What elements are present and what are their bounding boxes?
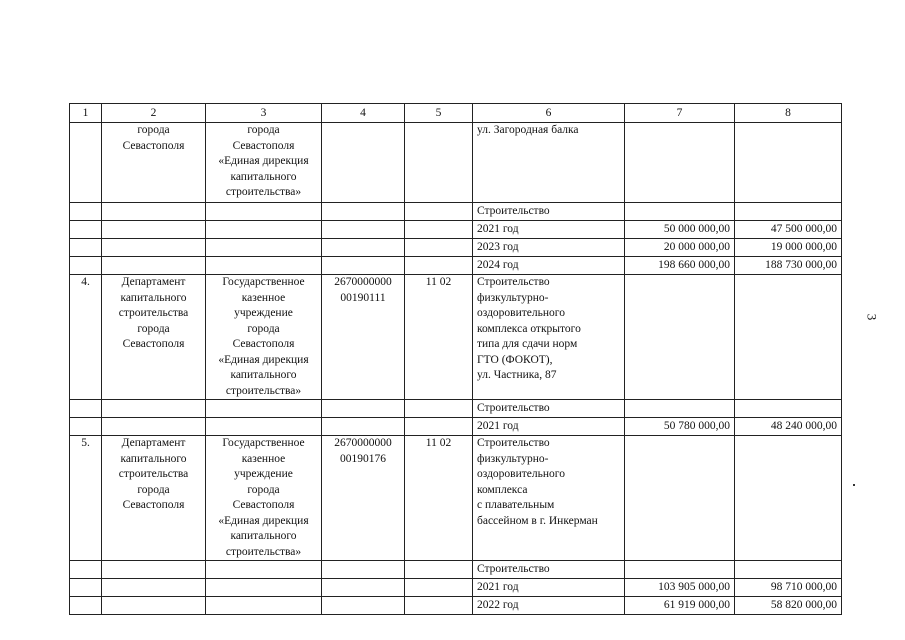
header-col-2: 2 (102, 104, 206, 123)
amount-cell (625, 561, 735, 579)
table-row (70, 275, 842, 400)
amount-cell (735, 400, 842, 418)
amount-cell (735, 123, 842, 203)
amount-cell (625, 203, 735, 221)
amount-cell (735, 203, 842, 221)
year-label: 2023 год (473, 239, 625, 257)
table-row (70, 561, 842, 579)
amount-cell: 20 000 000,00 (625, 239, 735, 257)
table-row (70, 257, 842, 275)
executor-cell: Государственное казенное учреждение города Севастополя «Единая дирекция капитального строительства» (206, 436, 322, 561)
header-col-3: 3 (206, 104, 322, 123)
amount-cell: 19 000 000,00 (735, 239, 842, 257)
customer-cell: города Севастополя (102, 123, 206, 203)
table-row (70, 400, 842, 418)
amount-cell: 98 710 000,00 (735, 579, 842, 597)
page-number: 3 (864, 313, 880, 321)
executor-cell: города Севастополя «Единая дирекция капитального строительства» (206, 123, 322, 203)
header-col-5: 5 (405, 104, 473, 123)
amount-cell: 58 820 000,00 (735, 597, 842, 615)
executor-cell: Государственное казенное учреждение города Севастополя «Единая дирекция капитального строительства» (206, 275, 322, 400)
object-name-cell: Строительство физкультурно- оздоровительного комплекса с плавательным бассейном в г. Инкерман (473, 436, 625, 561)
amount-cell (625, 275, 735, 400)
table-row (70, 579, 842, 597)
section-cell: 11 02 (405, 436, 473, 561)
section-cell: 11 02 (405, 275, 473, 400)
amount-cell (625, 436, 735, 561)
scan-speck (853, 484, 855, 486)
budget-table (69, 103, 842, 615)
header-col-6: 6 (473, 104, 625, 123)
year-label: 2022 год (473, 597, 625, 615)
customer-cell: Департамент капитального строительства города Севастополя (102, 436, 206, 561)
amount-cell (735, 436, 842, 561)
amount-cell: 50 000 000,00 (625, 221, 735, 239)
amount-cell: 103 905 000,00 (625, 579, 735, 597)
stage-label: Строительство (473, 203, 625, 221)
row-number: 4. (70, 275, 102, 400)
table-row (70, 123, 842, 203)
amount-cell: 50 780 000,00 (625, 418, 735, 436)
amount-cell (625, 400, 735, 418)
header-col-7: 7 (625, 104, 735, 123)
amount-cell: 188 730 000,00 (735, 257, 842, 275)
section-cell (405, 123, 473, 203)
header-col-4: 4 (322, 104, 405, 123)
code-cell: 2670000000 00190176 (322, 436, 405, 561)
amount-cell: 48 240 000,00 (735, 418, 842, 436)
table-row (70, 239, 842, 257)
table-row (70, 597, 842, 615)
object-name-cell: Строительство физкультурно- оздоровительного комплекса открытого типа для сдачи норм ГТО (ФОКОТ), ул. Частника, 87 (473, 275, 625, 400)
amount-cell (625, 123, 735, 203)
year-label: 2021 год (473, 579, 625, 597)
amount-cell: 198 660 000,00 (625, 257, 735, 275)
table-row (70, 221, 842, 239)
table-row (70, 203, 842, 221)
code-cell (322, 123, 405, 203)
amount-cell (735, 561, 842, 579)
year-label: 2021 год (473, 221, 625, 239)
header-col-1: 1 (70, 104, 102, 123)
table-row (70, 418, 842, 436)
amount-cell: 47 500 000,00 (735, 221, 842, 239)
amount-cell (735, 275, 842, 400)
amount-cell: 61 919 000,00 (625, 597, 735, 615)
header-row (70, 104, 842, 123)
table-row (70, 436, 842, 561)
code-cell: 2670000000 00190111 (322, 275, 405, 400)
stage-label: Строительство (473, 400, 625, 418)
row-number: 5. (70, 436, 102, 561)
object-name-cell: ул. Загородная балка (473, 123, 625, 203)
customer-cell: Департамент капитального строительства города Севастополя (102, 275, 206, 400)
row-number (70, 123, 102, 203)
header-col-8: 8 (735, 104, 842, 123)
year-label: 2024 год (473, 257, 625, 275)
stage-label: Строительство (473, 561, 625, 579)
year-label: 2021 год (473, 418, 625, 436)
